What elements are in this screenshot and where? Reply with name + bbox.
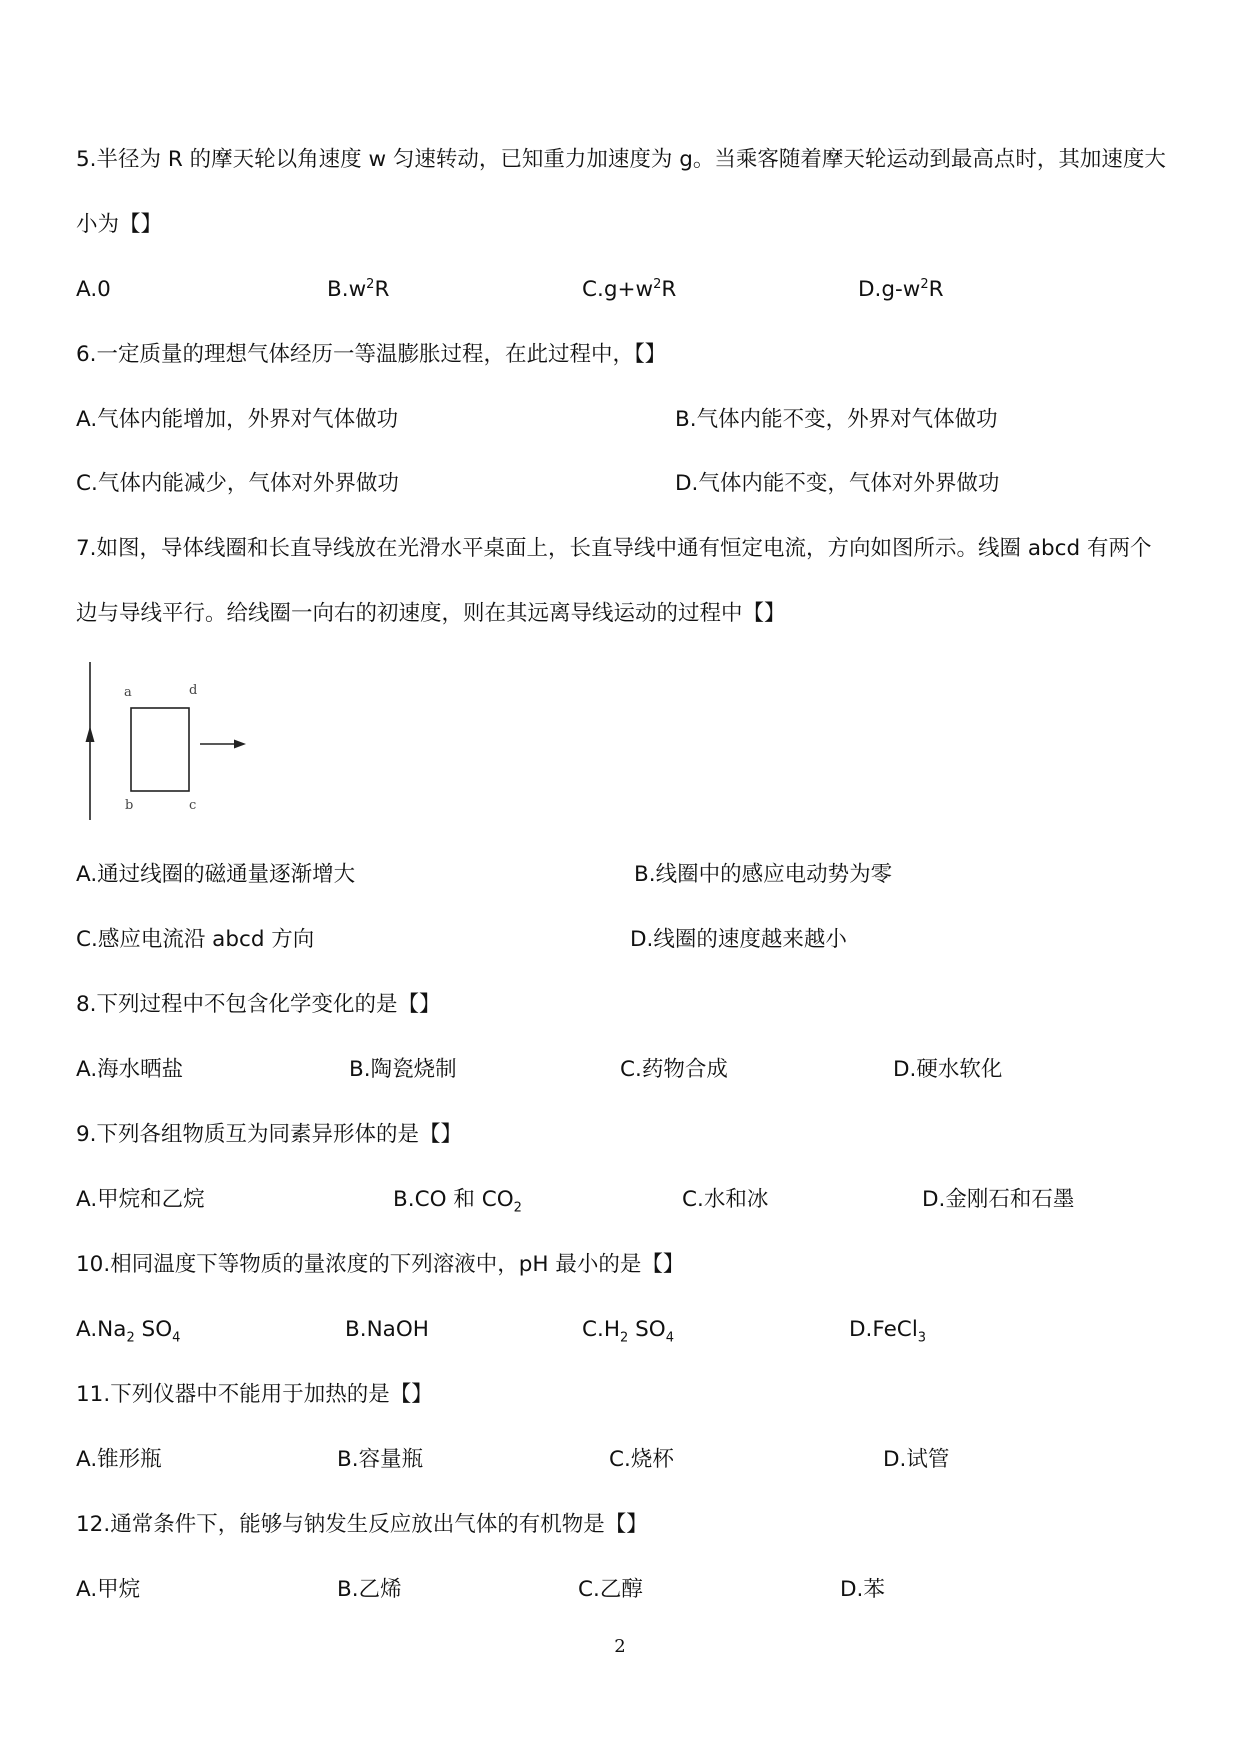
q6-stem-line-1: 6.一定质量的理想气体经历一等温膨胀过程，在此过程中，【】	[76, 342, 667, 367]
q7-stem-line-1: 7.如图，导体线圈和长直导线放在光滑水平桌面上，长直导线中通有恒定电流，方向如图所示。线圈 abcd 有两个	[76, 536, 1152, 561]
q10-option-a: $A.Na_2$ $SO_4$	[76, 1317, 181, 1346]
q5-stem-line-2: 小为【】	[76, 212, 163, 237]
q6-option-b: B.气体内能不变，外界对气体做功	[675, 407, 998, 432]
corner-label-d: d	[189, 683, 198, 698]
q11-option-b: B.容量瓶	[337, 1447, 424, 1472]
q6-option-a: A.气体内能增加，外界对气体做功	[76, 407, 399, 432]
q11-option-a: A.锥形瓶	[76, 1447, 162, 1472]
q12-option-d: D.苯	[840, 1577, 885, 1602]
q5-option-b: $B.w^2R$	[327, 276, 390, 302]
q8-option-b: B.陶瓷烧制	[349, 1057, 457, 1082]
q8-stem-line-1: 8.下列过程中不包含化学变化的是【】	[76, 992, 441, 1017]
q10-option-c: $C.H_2$ $SO_4$	[582, 1317, 674, 1346]
q12-option-c: C.乙醇	[578, 1577, 643, 1602]
current-direction-arrow	[86, 726, 95, 742]
corner-label-c: c	[189, 798, 197, 813]
q5-stem-line-1: 5.半径为 R 的摩天轮以角速度 w 匀速转动，已知重力加速度为 g。当乘客随着摩天轮运动到最高点时，其加速度大	[76, 147, 1166, 172]
q12-option-a: A.甲烷	[76, 1577, 141, 1602]
q12-stem-line-1: 12.通常条件下，能够与钠发生反应放出气体的有机物是【】	[76, 1512, 648, 1537]
q11-stem-line-1: 11.下列仪器中不能用于加热的是【】	[76, 1382, 433, 1407]
q11-option-d: D.试管	[883, 1447, 950, 1472]
q5-option-a: A.0	[76, 277, 111, 302]
q11-option-c: C.烧杯	[609, 1447, 674, 1472]
q10-option-b: B.NaOH	[345, 1317, 429, 1342]
q7-option-c: C.感应电流沿 abcd 方向	[76, 927, 315, 952]
q7-option-d: D.线圈的速度越来越小	[630, 927, 847, 952]
velocity-arrowhead	[234, 740, 246, 749]
corner-label-a: a	[124, 685, 132, 700]
q9-option-b: B.CO 和 $CO_2$	[393, 1187, 522, 1216]
coil-abcd	[131, 708, 189, 791]
q9-option-d: D.金刚石和石墨	[922, 1187, 1075, 1212]
q9-option-a: A.甲烷和乙烷	[76, 1187, 205, 1212]
q6-option-c: C.气体内能减少，气体对外界做功	[76, 471, 399, 496]
q7-option-a: A.通过线圈的磁通量逐渐增大	[76, 862, 356, 887]
q6-option-d: D.气体内能不变，气体对外界做功	[675, 471, 1000, 496]
page-number: 2	[614, 1636, 626, 1657]
q5-option-c: $C.g+w^2R$	[582, 276, 677, 302]
q8-option-d: D.硬水软化	[893, 1057, 1003, 1082]
q10-option-d: D.FeCl$_3$	[849, 1317, 927, 1346]
q7-option-b: B.线圈中的感应电动势为零	[634, 862, 893, 887]
coil-wire-figure	[76, 662, 256, 832]
corner-label-b: b	[125, 798, 134, 813]
q10-stem-line-1: 10.相同温度下等物质的量浓度的下列溶液中，pH 最小的是【】	[76, 1252, 685, 1277]
q7-stem-line-2: 边与导线平行。给线圈一向右的初速度，则在其远离导线运动的过程中【】	[76, 601, 786, 626]
q8-option-a: A.海水晒盐	[76, 1057, 184, 1082]
q8-option-c: C.药物合成	[620, 1057, 728, 1082]
q5-option-d: $D.g-w^2R$	[858, 276, 944, 302]
q9-option-c: C.水和冰	[682, 1187, 769, 1212]
q9-stem-line-1: 9.下列各组物质互为同素异形体的是【】	[76, 1122, 463, 1147]
q12-option-b: B.乙烯	[337, 1577, 402, 1602]
